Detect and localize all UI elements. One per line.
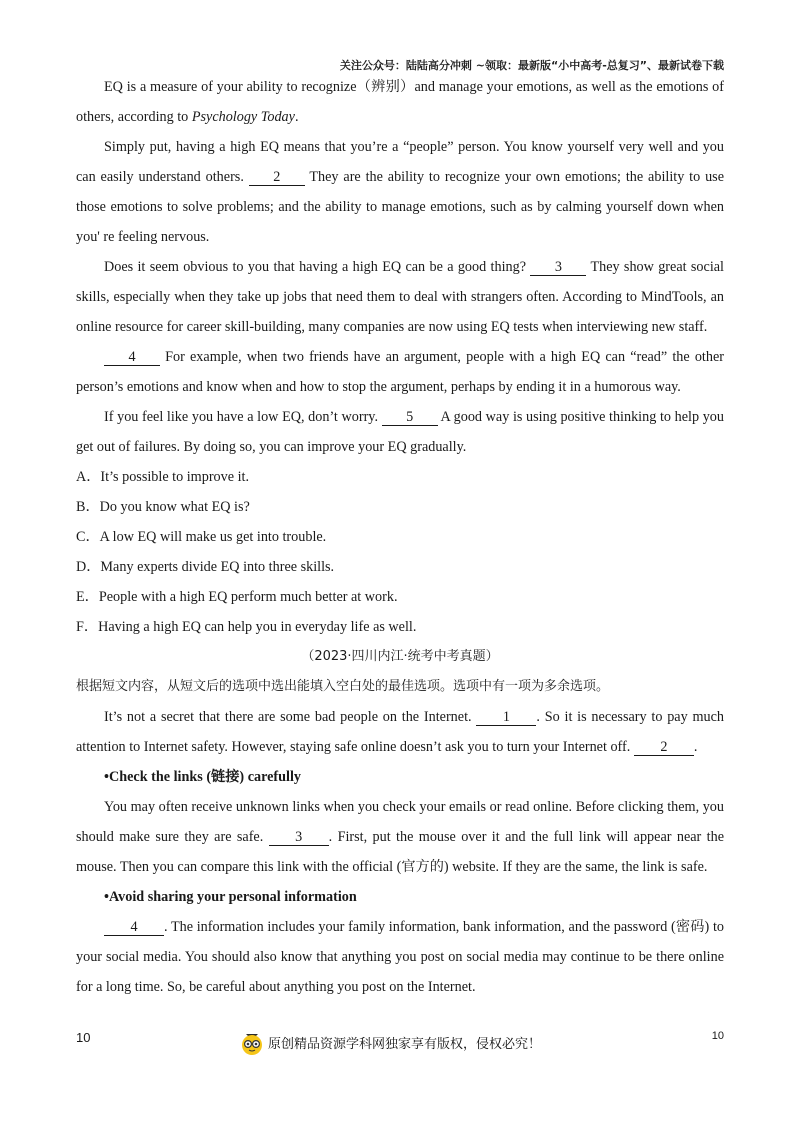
passage1-paragraph-1: EQ is a measure of your ability to recognize（辨别）and manage your emotions, as well as the emotions of others, according to Psychology Today. — [76, 79, 724, 125]
answer-blank[interactable]: 4 — [104, 920, 164, 936]
page-number-left: 10 — [76, 1030, 91, 1045]
passage1-paragraph-2: Simply put, having a high EQ means that you’re a “people” person. You know yourself very well and you can easily understand others. 2 They are the ability to recognize your own emotions; the ability to use those emotions to solve problems; and the ability to manage emotions, such as by calming yourself down when you' re feeling nervous. — [76, 139, 725, 245]
mascot-icon — [238, 1028, 266, 1056]
passage1-paragraph-3: Does it seem obvious to you that having a high EQ can be a good thing? 3 They show great social skills, especially when they take up jobs that need them to deal with strangers often. According to MindTools, an online resource for career skill-building, many companies are now using EQ tests when interviewing new staff. — [76, 259, 724, 335]
answer-blank[interactable]: 5 — [382, 410, 438, 426]
passage2-paragraph-3: 4 . The information includes your family information, bank information, and the password (密码) to your social media. You should also know that anything you post on social media may continue to be there online for a long time. So, be careful about anything you post on the Internet. — [76, 919, 724, 995]
document-body — [76, 72, 724, 1002]
option-a: A．It’s possible to improve it. — [76, 469, 249, 485]
passage1-paragraph-4: 4 For example, when two friends have an argument, people with a high EQ can “read” the other person’s emotions and know when and how to stop the argument, perhaps by ending it in a humorous way. — [76, 349, 724, 395]
publication-title: Psychology Today — [191, 109, 295, 125]
header-note: 关注公众号：陆陆高分冲刺 ~领取：最新版“小中高考-总复习”、最新试卷下载 — [339, 59, 724, 72]
answer-blank[interactable]: 3 — [269, 830, 329, 846]
answer-blank[interactable]: 4 — [104, 350, 160, 366]
answer-blank[interactable]: 1 — [476, 710, 536, 726]
answer-blank[interactable]: 2 — [634, 740, 694, 756]
options-list — [76, 462, 724, 642]
passage1-paragraph-5: If you feel like you have a low EQ, don’t worry. 5 A good way is using positive thinking to help you get out of failures. By doing so, you can improve your EQ gradually. — [76, 409, 724, 455]
passage2-paragraph-1: It’s not a secret that there are some bad people on the Internet. 1 . So it is necessary to pay much attention to Internet safety. However, staying safe online doesn’t ask you to turn your Internet off. 2 . — [76, 709, 725, 755]
option-d: D．Many experts divide EQ into three skills. — [76, 559, 335, 575]
instruction: 根据短文内容，从短文后的选项中选出能填入空白处的最佳选项。选项中有一项为多余选项。 — [76, 679, 610, 694]
answer-blank[interactable]: 3 — [530, 260, 586, 276]
copyright-text: 原创精品资源学科网独家享有版权，侵权必究！ — [268, 1036, 542, 1052]
exam-source: （2023·四川内江·统考中考真题） — [301, 649, 499, 664]
option-e: E．People with a high EQ perform much better at work. — [76, 589, 398, 605]
option-f: F．Having a high EQ can help you in everyday life as well. — [76, 619, 417, 635]
page-number-right: 10 — [711, 1030, 724, 1042]
option-c: C．A low EQ will make us get into trouble. — [76, 529, 327, 545]
section-heading-links: •Check the links (链接) carefully — [104, 769, 302, 785]
section-heading-personal-info: •Avoid sharing your personal information — [104, 889, 357, 905]
copyright-footer — [238, 1028, 541, 1056]
option-b: B．Do you know what EQ is? — [76, 499, 250, 515]
passage2-paragraph-2: You may often receive unknown links when you check your emails or read online. Before clicking them, you should make sure they are safe. 3 . First, put the mouse over it and the full link will appear near the mouse. Then you can compare this link with the official (官方的) website. If they are the same, the link is safe. — [76, 799, 724, 875]
answer-blank[interactable]: 2 — [249, 170, 305, 186]
